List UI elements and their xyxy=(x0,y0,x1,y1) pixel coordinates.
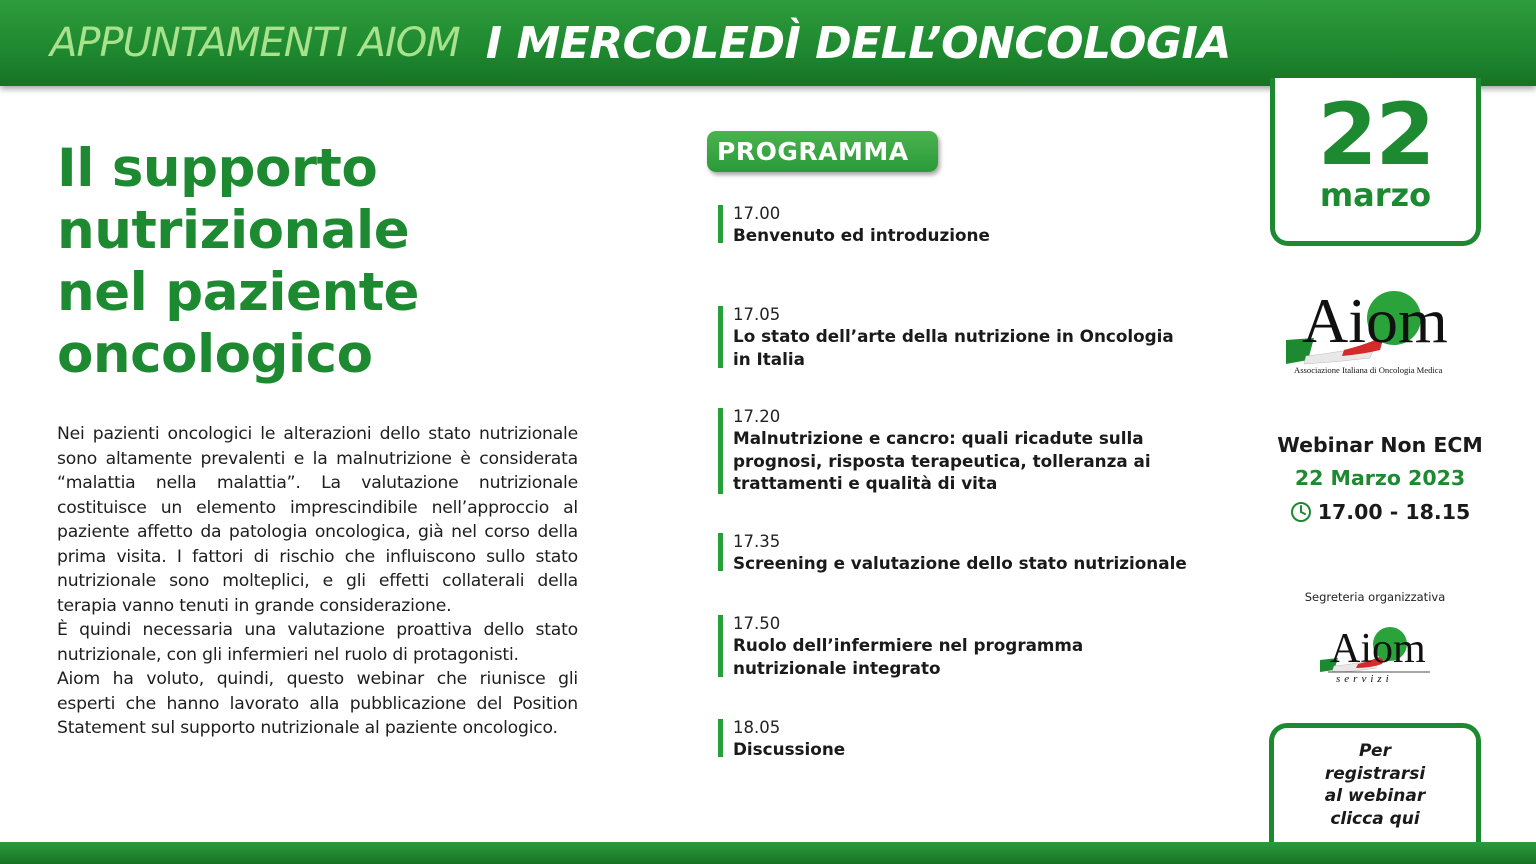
aiom-logo xyxy=(1284,278,1469,380)
program-item-time: 17.35 xyxy=(733,532,781,551)
title-line: nutrizionale xyxy=(57,200,410,261)
program-item-title: Malnutrizione e cancro: quali ricadute sulla prognosi, risposta terapeutica, tolleranza ai trattamenti e qualità di vita xyxy=(733,428,1151,493)
program-item-title: Discussione xyxy=(733,739,846,759)
register-line: clicca qui xyxy=(1330,808,1420,829)
program-item-marker xyxy=(718,533,723,571)
banner-title: I MERCOLEDÌ DELL’ONCOLOGIA xyxy=(485,17,1231,69)
title-line: oncologico xyxy=(57,324,373,385)
program-item-title: Screening e valutazione dello stato nutrizionale xyxy=(733,553,1187,573)
program-item-marker xyxy=(718,205,723,243)
program-item-time: 17.50 xyxy=(733,614,781,633)
program-item-marker xyxy=(718,719,723,757)
description-paragraph: Aiom ha voluto, quindi, questo webinar che riunisce gli esperti che hanno lavorato alla pubblicazione del Position Statement sul supporto nutrizionale al paziente oncologico. xyxy=(57,669,578,738)
program-item-marker xyxy=(718,306,723,368)
program-item-time: 18.05 xyxy=(733,718,781,737)
webinar-time-row xyxy=(1240,500,1520,524)
program-item-title: Ruolo dell’infermiere nel programma nutrizionale integrato xyxy=(733,635,1084,678)
register-line: registrarsi xyxy=(1324,763,1426,784)
register-line: Per xyxy=(1359,741,1391,761)
program-item-title: Lo stato dell’arte della nutrizione in Oncologia in Italia xyxy=(733,326,1174,369)
program-item xyxy=(718,203,1198,247)
program-item xyxy=(718,406,1198,495)
programma-badge: PROGRAMMA xyxy=(707,131,938,172)
event-description xyxy=(57,422,578,741)
webinar-time: 17.00 - 18.15 xyxy=(1317,500,1471,524)
servizi-subtitle: servizi xyxy=(1336,673,1393,685)
title-line: nel paziente xyxy=(57,262,419,323)
description-paragraph: Nei pazienti oncologici le alterazioni dello stato nutrizionale sono altamente prevalenti e la malnutrizione è considerata “malattia nella malattia”. La valutazione nutrizionale costituisce un elemento imprescindibile nell’approccio al paziente affetto da patologia oncologica, già nel corso della prima visita. I fattori di rischio che influiscono sullo stato nutrizionale sono molteplici, e gli effetti collaterali della terapia vanno tenuti in grande considerazione. xyxy=(57,424,578,616)
program-item-time: 17.05 xyxy=(733,305,781,324)
program-item-time: 17.20 xyxy=(733,407,781,426)
logo-tagline: Associazione Italiana di Oncologia Medica xyxy=(1294,365,1443,375)
clock-icon xyxy=(1290,501,1312,523)
segreteria-label: Segreteria organizzativa xyxy=(1304,590,1446,604)
register-button[interactable] xyxy=(1269,723,1481,848)
program-item xyxy=(718,531,1198,575)
servizi-wordmark: Aiom xyxy=(1330,626,1426,672)
register-line: al webinar xyxy=(1324,786,1426,806)
description-paragraph: È quindi necessaria una valutazione proattiva dello stato nutrizionale, con gli infermieri nel ruolo di protagonisti. xyxy=(57,620,578,665)
program-item-time: 17.00 xyxy=(733,204,781,223)
logo-wordmark: Aiom xyxy=(1302,285,1448,356)
program-item xyxy=(718,613,1198,679)
date-day: 22 xyxy=(1317,85,1434,185)
date-month: marzo xyxy=(1319,176,1432,214)
top-banner xyxy=(0,0,1536,86)
webinar-date: 22 Marzo 2023 xyxy=(1294,466,1466,490)
aiom-servizi-logo xyxy=(1318,618,1436,686)
banner-series-label: APPUNTAMENTI AIOM xyxy=(50,20,460,66)
program-item xyxy=(718,304,1198,370)
program-item-marker xyxy=(718,615,723,677)
webinar-type: Webinar Non ECM xyxy=(1277,433,1483,457)
program-item-marker xyxy=(718,408,723,494)
page-title xyxy=(57,138,617,386)
title-line: Il supporto xyxy=(57,138,378,199)
date-box xyxy=(1270,78,1481,246)
program-item xyxy=(718,717,1198,761)
bottom-bar xyxy=(0,842,1536,864)
program-item-title: Benvenuto ed introduzione xyxy=(733,225,990,245)
